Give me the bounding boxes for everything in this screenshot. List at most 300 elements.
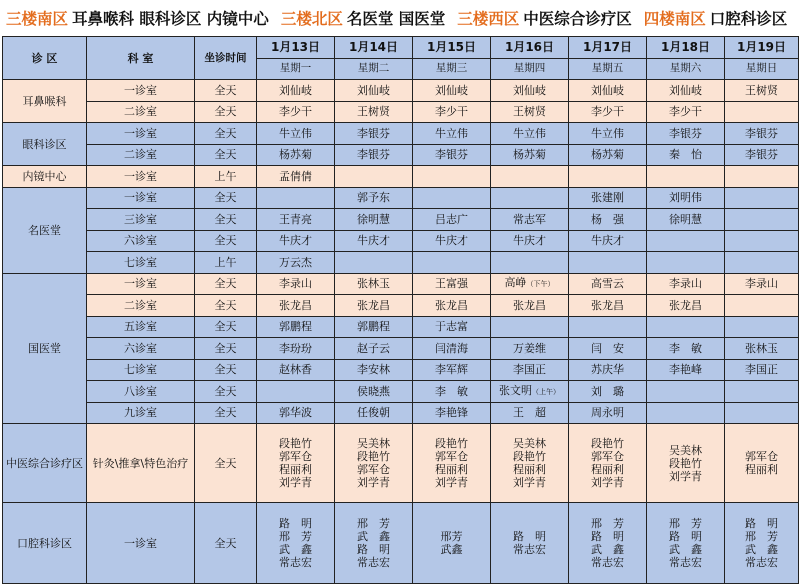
doctor-name: 杨 强 — [591, 212, 624, 226]
doctor-cell — [647, 316, 725, 338]
doctor-name: 常志军 — [513, 212, 546, 226]
table-row — [3, 252, 799, 274]
banner-area: 三楼西区 — [457, 10, 520, 28]
doctor-cell — [491, 316, 569, 338]
doctor-name: 牛庆才 — [357, 234, 390, 248]
doctor-name: 武 鑫 — [357, 530, 390, 543]
doctor-name: 邢 芳 — [357, 517, 390, 530]
doctor-cell — [257, 295, 335, 317]
doctor-name: 李艳锋 — [435, 406, 468, 420]
doctor-name: 刘学青 — [357, 476, 390, 489]
header-weekday: 星期四 — [491, 58, 569, 80]
doctor-cell — [725, 359, 799, 381]
doctor-name: 段艳竹 — [513, 450, 546, 463]
doctor-name: 王树贤 — [513, 105, 546, 119]
banner-depts: 中医综合诊疗区 — [523, 10, 632, 28]
table-row — [3, 166, 799, 188]
table-row — [3, 316, 799, 338]
banner-depts: 口腔科诊区 — [709, 10, 788, 28]
doctor-name: 吕志广 — [435, 212, 468, 226]
header-date: 1月17日 — [569, 37, 647, 59]
doctor-name: 刘明伟 — [669, 191, 702, 205]
doctor-name: 邢芳 — [440, 530, 463, 543]
doctor-cell — [413, 359, 491, 381]
doctor-cell — [335, 209, 413, 231]
doctor-name: 张林玉 — [357, 277, 390, 291]
doctor-name: 牛庆才 — [435, 234, 468, 248]
doctor-cell — [647, 273, 725, 295]
doctor-name: 刘学青 — [591, 476, 624, 489]
table-row — [3, 402, 799, 424]
doctor-name: 段艳竹 — [591, 437, 624, 450]
doctor-name: 邢 芳 — [279, 530, 312, 543]
doctor-cell — [569, 252, 647, 274]
doctor-name: 程丽利 — [591, 463, 624, 476]
doctor-cell — [335, 187, 413, 209]
doctor-cell — [647, 359, 725, 381]
doctor-cell — [725, 295, 799, 317]
doctor-name: 李录山 — [669, 277, 702, 291]
doctor-name: 李银芬 — [357, 126, 390, 140]
table-row — [3, 144, 799, 166]
doctor-name: 程丽利 — [279, 463, 312, 476]
doctor-cell — [569, 101, 647, 123]
doctor-name: 常志宏 — [591, 556, 624, 569]
time-cell: 全天 — [195, 187, 257, 209]
doctor-cell — [413, 230, 491, 252]
doctor-name: 刘 璐 — [591, 384, 624, 398]
header-date: 1月15日 — [413, 37, 491, 59]
doctor-name: 吴美林 — [513, 437, 546, 450]
doctor-cell — [335, 252, 413, 274]
header-zone: 诊 区 — [3, 37, 87, 80]
doctor-cell — [413, 252, 491, 274]
header-weekday: 星期五 — [569, 58, 647, 80]
doctor-name: 郭军仓 — [435, 450, 468, 463]
doctor-cell — [569, 187, 647, 209]
header-weekday: 星期六 — [647, 58, 725, 80]
schedule-table — [2, 36, 799, 584]
doctor-cell — [491, 252, 569, 274]
banner-area: 四楼南区 — [643, 10, 706, 28]
doctor-name: 郭军仓 — [591, 450, 624, 463]
doctor-name: 李少干 — [279, 105, 312, 119]
doctor-name: 张龙昌 — [357, 298, 390, 312]
doctor-cell — [647, 123, 725, 145]
room-cell: 二诊室 — [87, 144, 195, 166]
doctor-name: 李银芬 — [745, 148, 778, 162]
doctor-name: 高峥 — [504, 276, 527, 290]
doctor-cell — [647, 80, 725, 102]
doctor-name: 张文明 — [499, 383, 532, 397]
doctor-cell — [647, 381, 725, 403]
header-date: 1月19日 — [725, 37, 799, 59]
room-cell: 五诊室 — [87, 316, 195, 338]
doctor-name: 常志宏 — [745, 556, 778, 569]
time-cell: 上午 — [195, 166, 257, 188]
doctor-name: 张林玉 — [745, 341, 778, 355]
doctor-name: 郭华波 — [279, 406, 312, 420]
doctor-name: 李银芬 — [669, 126, 702, 140]
doctor-name: 刘学青 — [669, 469, 702, 483]
doctor-cell — [491, 101, 569, 123]
doctor-cell — [725, 402, 799, 424]
doctor-name: 李军辉 — [435, 363, 468, 377]
doctor-cell — [335, 316, 413, 338]
header-date: 1月13日 — [257, 37, 335, 59]
doctor-name: 刘仙岐 — [279, 83, 312, 97]
doctor-cell — [257, 80, 335, 102]
doctor-name: 李少干 — [435, 105, 468, 119]
time-cell: 全天 — [195, 338, 257, 360]
doctor-cell — [257, 230, 335, 252]
doctor-name: 孟倩倩 — [279, 169, 312, 183]
doctor-cell — [491, 166, 569, 188]
header-room: 科 室 — [87, 37, 195, 80]
doctor-cell — [647, 503, 725, 584]
doctor-name: 万姜维 — [513, 341, 546, 355]
doctor-cell — [413, 123, 491, 145]
header-weekday: 星期二 — [335, 58, 413, 80]
doctor-name: 段艳竹 — [435, 437, 468, 450]
doctor-name: 武 鑫 — [745, 543, 778, 556]
doctor-cell — [569, 381, 647, 403]
doctor-cell — [725, 209, 799, 231]
doctor-cell — [413, 295, 491, 317]
doctor-cell — [647, 424, 725, 503]
time-cell: 全天 — [195, 424, 257, 503]
doctor-name: 郭军仓 — [279, 450, 312, 463]
doctor-cell — [491, 402, 569, 424]
doctor-cell — [257, 402, 335, 424]
doctor-cell — [569, 123, 647, 145]
doctor-cell — [491, 359, 569, 381]
time-cell: 全天 — [195, 273, 257, 295]
doctor-cell — [725, 381, 799, 403]
doctor-name: 郭军仓 — [745, 450, 778, 463]
doctor-cell — [725, 230, 799, 252]
doctor-cell — [491, 123, 569, 145]
time-cell: 上午 — [195, 252, 257, 274]
doctor-name: 万云杰 — [279, 255, 312, 269]
doctor-name: 郭军仓 — [357, 463, 390, 476]
doctor-cell — [413, 503, 491, 584]
table-row — [3, 273, 799, 295]
session-note: （上午） — [532, 387, 560, 396]
doctor-name: 闫 安 — [591, 341, 624, 355]
room-cell: 二诊室 — [87, 295, 195, 317]
doctor-name: 武 鑫 — [591, 543, 624, 556]
doctor-cell — [491, 295, 569, 317]
doctor-name: 高雪云 — [591, 277, 624, 291]
doctor-cell — [257, 209, 335, 231]
header-weekday: 星期三 — [413, 58, 491, 80]
table-body — [3, 37, 799, 584]
time-cell: 全天 — [195, 101, 257, 123]
doctor-name: 李 敏 — [435, 384, 468, 398]
doctor-name: 牛庆才 — [591, 234, 624, 248]
doctor-cell — [413, 166, 491, 188]
doctor-name: 李少干 — [669, 105, 702, 119]
doctor-cell — [335, 230, 413, 252]
doctor-name: 徐明慧 — [357, 212, 390, 226]
doctor-name: 苏庆华 — [591, 363, 624, 377]
doctor-name: 李少干 — [591, 105, 624, 119]
doctor-cell — [413, 144, 491, 166]
doctor-cell — [413, 381, 491, 403]
doctor-name: 刘仙岐 — [669, 83, 702, 97]
doctor-name: 任俊朝 — [357, 406, 390, 420]
doctor-cell — [569, 144, 647, 166]
doctor-name: 牛庆才 — [279, 234, 312, 248]
doctor-cell — [647, 209, 725, 231]
doctor-name: 段艳竹 — [357, 450, 390, 463]
doctor-name: 张龙昌 — [591, 298, 624, 312]
section-label: 内镜中心 — [3, 166, 87, 188]
doctor-cell — [335, 338, 413, 360]
doctor-cell — [647, 101, 725, 123]
doctor-cell — [491, 381, 569, 403]
doctor-name: 李银芬 — [357, 148, 390, 162]
doctor-name: 段艳竹 — [669, 456, 702, 470]
room-cell: 七诊室 — [87, 252, 195, 274]
doctor-cell — [257, 166, 335, 188]
doctor-name: 吴美林 — [669, 443, 702, 457]
doctor-name: 李玢玢 — [279, 341, 312, 355]
banner-depts: 名医堂 国医堂 — [346, 10, 446, 28]
doctor-name: 常志宏 — [513, 543, 546, 556]
doctor-name: 吴美林 — [357, 437, 390, 450]
doctor-cell — [569, 80, 647, 102]
doctor-name: 闫清海 — [435, 341, 468, 355]
section-label: 耳鼻喉科 — [3, 80, 87, 123]
banner-area: 三楼南区 — [6, 10, 69, 28]
doctor-name: 刘仙岐 — [435, 83, 468, 97]
doctor-cell — [725, 316, 799, 338]
doctor-name: 武 鑫 — [279, 543, 312, 556]
doctor-cell — [413, 209, 491, 231]
doctor-name: 张龙昌 — [279, 298, 312, 312]
doctor-cell — [335, 123, 413, 145]
section-label: 口腔科诊区 — [3, 503, 87, 584]
table-row — [3, 381, 799, 403]
room-cell: 六诊室 — [87, 230, 195, 252]
table-row — [3, 295, 799, 317]
doctor-name: 徐明慧 — [669, 212, 702, 226]
doctor-name: 牛立伟 — [279, 126, 312, 140]
doctor-cell — [491, 503, 569, 584]
doctor-cell — [257, 187, 335, 209]
doctor-cell — [569, 316, 647, 338]
doctor-name: 李国正 — [745, 363, 778, 377]
doctor-cell — [413, 101, 491, 123]
table-row — [3, 209, 799, 231]
doctor-name: 于志富 — [435, 320, 468, 334]
doctor-name: 李录山 — [279, 277, 312, 291]
doctor-cell — [491, 424, 569, 503]
doctor-name: 牛立伟 — [435, 126, 468, 140]
doctor-name: 常志宏 — [279, 556, 312, 569]
room-cell: 一诊室 — [87, 503, 195, 584]
room-cell: 针灸\推拿\特色治疗 — [87, 424, 195, 503]
doctor-cell — [647, 295, 725, 317]
doctor-cell — [413, 187, 491, 209]
doctor-cell — [647, 144, 725, 166]
room-cell: 一诊室 — [87, 80, 195, 102]
time-cell: 全天 — [195, 123, 257, 145]
table-row — [3, 187, 799, 209]
room-cell: 七诊室 — [87, 359, 195, 381]
doctor-name: 王树贤 — [357, 105, 390, 119]
session-note: （下午） — [526, 280, 555, 289]
doctor-cell — [725, 101, 799, 123]
doctor-name: 路 明 — [513, 530, 546, 543]
doctor-cell — [335, 101, 413, 123]
doctor-cell — [491, 144, 569, 166]
doctor-name: 王树贤 — [745, 83, 778, 97]
doctor-name: 邢 芳 — [669, 517, 702, 530]
doctor-cell — [335, 359, 413, 381]
doctor-cell — [725, 80, 799, 102]
doctor-cell — [413, 316, 491, 338]
doctor-name: 路 明 — [279, 517, 312, 530]
floor-directory-banner — [0, 0, 800, 36]
doctor-cell — [257, 381, 335, 403]
section-label: 中医综合诊疗区 — [3, 424, 87, 503]
doctor-name: 邢 芳 — [745, 530, 778, 543]
doctor-name: 郭鹏程 — [279, 320, 312, 334]
time-cell: 全天 — [195, 503, 257, 584]
doctor-cell — [491, 273, 569, 295]
doctor-cell — [257, 316, 335, 338]
doctor-name: 赵子云 — [357, 341, 390, 355]
doctor-cell — [257, 338, 335, 360]
doctor-cell — [335, 503, 413, 584]
header-date: 1月14日 — [335, 37, 413, 59]
time-cell: 全天 — [195, 381, 257, 403]
doctor-name: 邢 芳 — [591, 517, 624, 530]
doctor-cell — [257, 252, 335, 274]
doctor-cell — [647, 252, 725, 274]
doctor-name: 刘仙岐 — [591, 83, 624, 97]
doctor-name: 牛立伟 — [513, 126, 546, 140]
doctor-name: 杨苏菊 — [279, 148, 312, 162]
time-cell: 全天 — [195, 209, 257, 231]
doctor-name: 赵林香 — [279, 363, 312, 377]
doctor-name: 程丽利 — [435, 463, 468, 476]
doctor-cell — [257, 123, 335, 145]
doctor-name: 李录山 — [745, 277, 778, 291]
doctor-cell — [647, 230, 725, 252]
table-row — [3, 230, 799, 252]
table-row — [3, 503, 799, 584]
table-row — [3, 424, 799, 503]
doctor-name: 常志宏 — [357, 556, 390, 569]
doctor-name: 牛庆才 — [513, 234, 546, 248]
doctor-cell — [725, 424, 799, 503]
doctor-name: 路 明 — [591, 530, 624, 543]
doctor-cell — [257, 359, 335, 381]
doctor-name: 武鑫 — [440, 543, 463, 556]
doctor-name: 牛立伟 — [591, 126, 624, 140]
doctor-cell — [569, 230, 647, 252]
header-weekday: 星期一 — [257, 58, 335, 80]
doctor-cell — [413, 338, 491, 360]
doctor-cell — [335, 402, 413, 424]
doctor-name: 刘学青 — [279, 476, 312, 489]
doctor-cell — [257, 273, 335, 295]
time-cell: 全天 — [195, 359, 257, 381]
doctor-cell — [491, 209, 569, 231]
time-cell: 全天 — [195, 80, 257, 102]
room-cell: 一诊室 — [87, 273, 195, 295]
doctor-cell — [725, 338, 799, 360]
doctor-name: 刘仙岐 — [513, 83, 546, 97]
doctor-cell — [257, 503, 335, 584]
doctor-name: 路 明 — [669, 530, 702, 543]
doctor-cell — [569, 503, 647, 584]
header-date: 1月18日 — [647, 37, 725, 59]
doctor-cell — [569, 273, 647, 295]
doctor-cell — [725, 123, 799, 145]
doctor-name: 武 鑫 — [669, 543, 702, 556]
room-cell: 二诊室 — [87, 101, 195, 123]
section-label: 名医堂 — [3, 187, 87, 273]
doctor-name: 李艳峰 — [669, 363, 702, 377]
doctor-cell — [569, 359, 647, 381]
doctor-cell — [725, 252, 799, 274]
doctor-name: 程丽利 — [745, 463, 778, 476]
doctor-cell — [647, 402, 725, 424]
doctor-cell — [491, 230, 569, 252]
doctor-cell — [725, 187, 799, 209]
doctor-cell — [257, 424, 335, 503]
time-cell: 全天 — [195, 144, 257, 166]
doctor-cell — [335, 80, 413, 102]
doctor-cell — [647, 338, 725, 360]
doctor-name: 路 明 — [745, 517, 778, 530]
section-label: 国医堂 — [3, 273, 87, 424]
room-cell: 一诊室 — [87, 166, 195, 188]
time-cell: 全天 — [195, 295, 257, 317]
banner-group — [6, 7, 269, 29]
room-cell: 一诊室 — [87, 123, 195, 145]
doctor-cell — [569, 338, 647, 360]
doctor-name: 李银芬 — [745, 126, 778, 140]
doctor-cell — [413, 402, 491, 424]
table-row — [3, 338, 799, 360]
doctor-name: 杨苏菊 — [513, 148, 546, 162]
banner-group — [457, 7, 632, 29]
header-date-row — [3, 37, 799, 59]
doctor-cell — [725, 503, 799, 584]
doctor-cell — [491, 338, 569, 360]
doctor-cell — [413, 424, 491, 503]
header-date: 1月16日 — [491, 37, 569, 59]
room-cell: 八诊室 — [87, 381, 195, 403]
doctor-name: 刘学青 — [513, 476, 546, 489]
doctor-cell — [725, 144, 799, 166]
doctor-name: 张龙昌 — [435, 298, 468, 312]
doctor-cell — [413, 273, 491, 295]
doctor-cell — [569, 424, 647, 503]
doctor-name: 路 明 — [357, 543, 390, 556]
table-row — [3, 123, 799, 145]
doctor-name: 李国正 — [513, 363, 546, 377]
time-cell: 全天 — [195, 316, 257, 338]
doctor-name: 段艳竹 — [279, 437, 312, 450]
header-weekday: 星期日 — [725, 58, 799, 80]
